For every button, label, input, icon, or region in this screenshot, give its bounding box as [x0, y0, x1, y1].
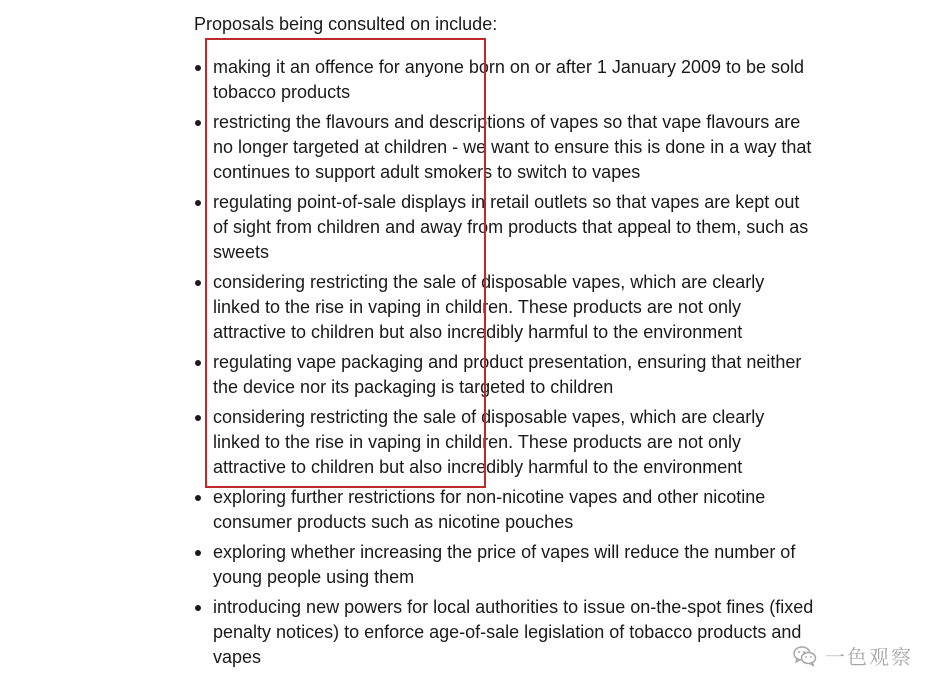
list-item [194, 405, 814, 480]
list-item [194, 350, 814, 400]
bullet-icon [195, 495, 201, 501]
list-item-text: considering restricting the sale of disposable vapes, which are clearly linked to the rise in vaping in children. These products are not only attractive to children but also incredibly harmful to the environment [213, 407, 765, 477]
list-item-text: introducing new powers for local authorities to issue on-the-spot fines (fixed penalty notices) to enforce age-of-sale legislation of tobacco products and vapes [213, 597, 814, 667]
list-item-text: exploring whether increasing the price of vapes will reduce the number of young people using them [213, 542, 796, 587]
bullet-icon [195, 360, 201, 366]
watermark-text: 一色观察 [825, 645, 913, 669]
list-item [194, 270, 814, 345]
list-item-text: restricting the flavours and descriptions of vapes so that vape flavours are no longer targeted at children - we want to ensure this is done in a way that continues to support adult smokers to switch to vapes [213, 112, 812, 182]
bullet-icon [195, 280, 201, 286]
list-item [194, 55, 814, 105]
list-item [194, 540, 814, 590]
intro-text: Proposals being consulted on include: [194, 14, 498, 34]
list-item-text: making it an offence for anyone born on or after 1 January 2009 to be sold tobacco products [213, 57, 805, 102]
list-item-text: considering restricting the sale of disposable vapes, which are clearly linked to the rise in vaping in children. These products are not only attractive to children but also incredibly harmful to the environment [213, 272, 765, 342]
bullet-icon [195, 120, 201, 126]
bullet-icon [195, 605, 201, 611]
watermark [793, 641, 913, 670]
list-item-text: regulating point-of-sale displays in retail outlets so that vapes are kept out of sight from children and away from products that appeal to them, such as sweets [213, 192, 809, 262]
bullet-icon [195, 415, 201, 421]
proposal-list [194, 55, 814, 675]
bullet-icon [195, 550, 201, 556]
list-item [194, 595, 814, 670]
list-item [194, 190, 814, 265]
list-item [194, 485, 814, 535]
wechat-icon [793, 645, 817, 667]
bullet-icon [195, 65, 201, 71]
list-item [194, 110, 814, 185]
list-item-text: exploring further restrictions for non-nicotine vapes and other nicotine consumer products such as nicotine pouches [213, 487, 766, 532]
list-item-text: regulating vape packaging and product presentation, ensuring that neither the device nor its packaging is targeted to children [213, 352, 802, 397]
bullet-icon [195, 200, 201, 206]
